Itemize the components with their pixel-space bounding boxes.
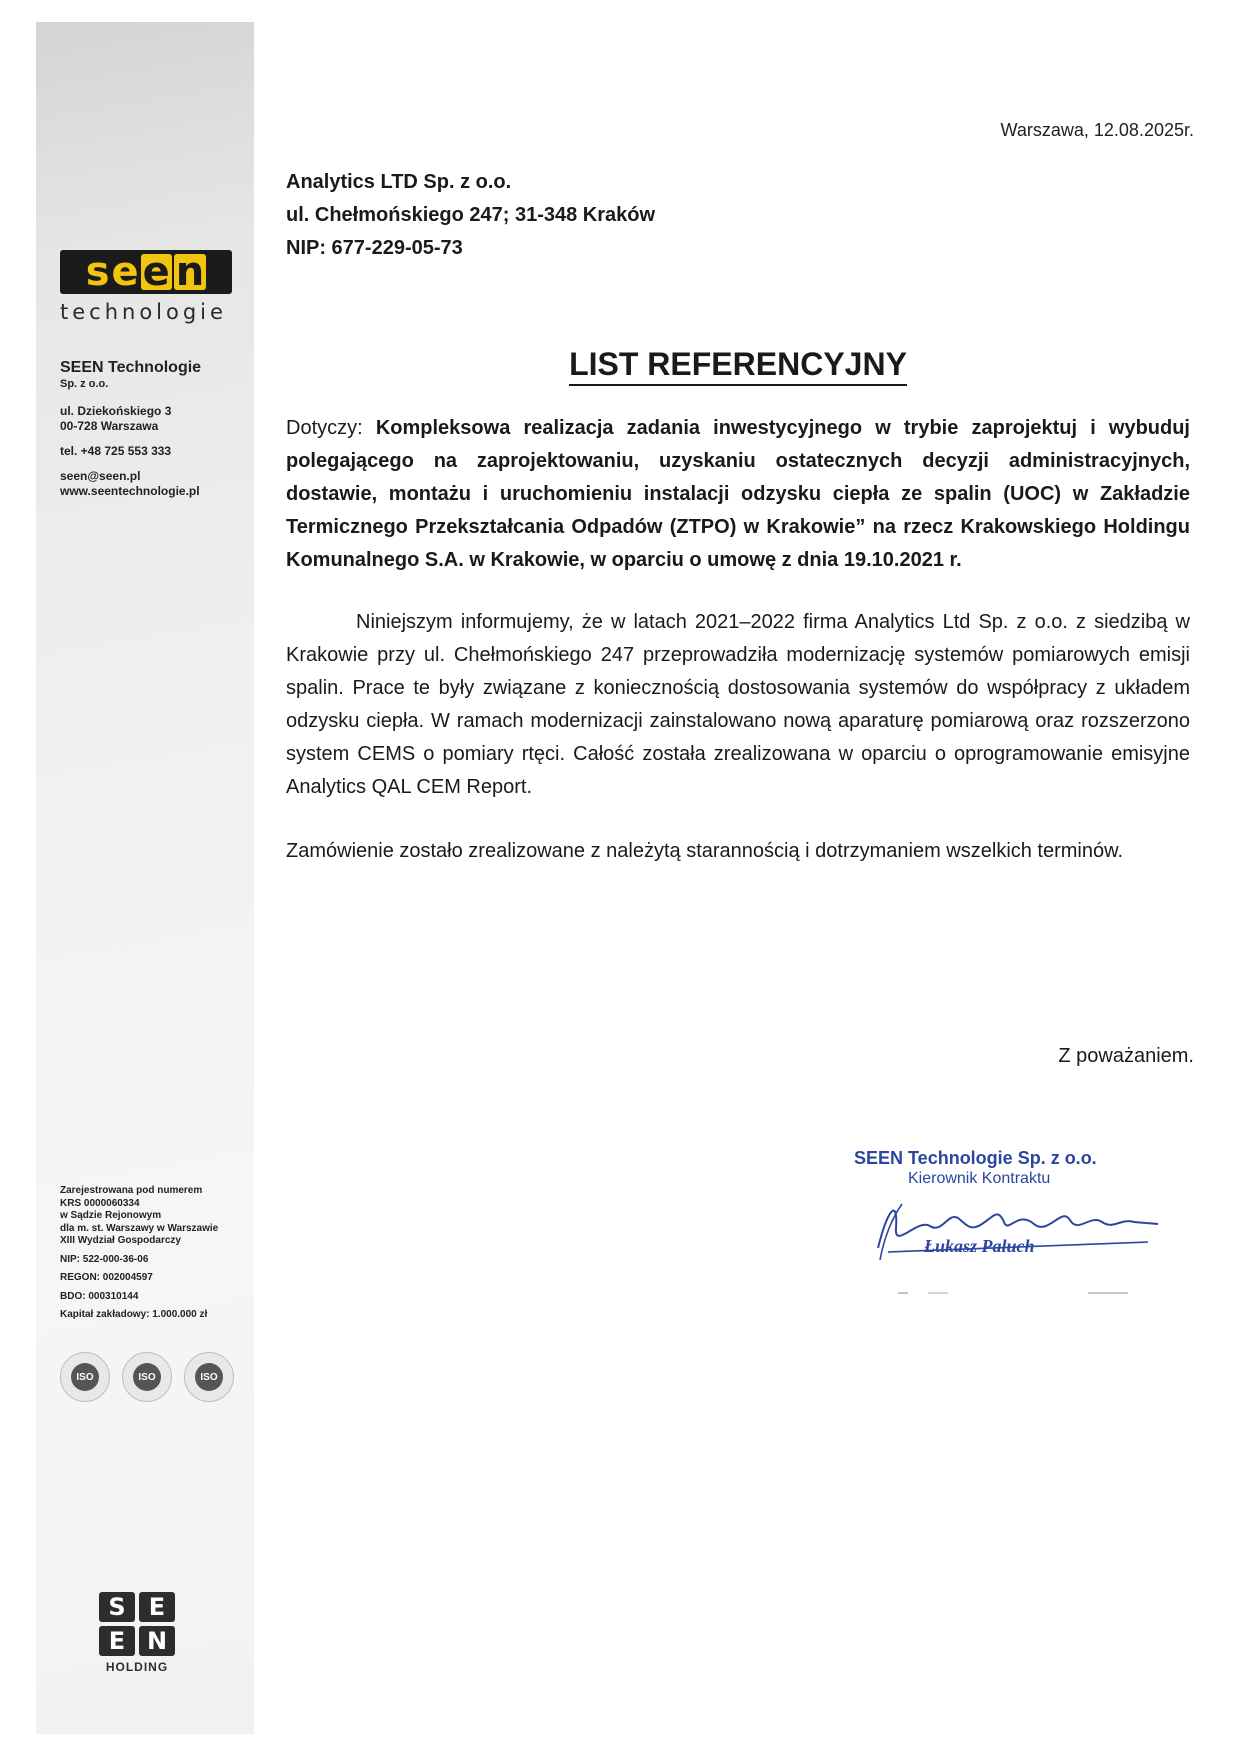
registry-line: KRS 0000060334: [60, 1197, 140, 1209]
addressee-nip: NIP: 677-229-05-73: [286, 237, 463, 259]
logo-letter-e2: e: [142, 249, 170, 295]
iso-badge-icon: ISO: [184, 1352, 234, 1402]
stamp-role: Kierownik Kontraktu: [908, 1170, 1051, 1187]
registry-line: Zarejestrowana pod numerem: [60, 1185, 203, 1196]
letter-date: Warszawa, 12.08.2025r.: [1000, 120, 1194, 140]
iso-badges: [60, 1352, 234, 1402]
registry-bdo: BDO: 000310144: [60, 1290, 139, 1302]
addressee-address: ul. Chełmońskiego 247; 31-348 Kraków: [286, 204, 656, 226]
iso-badge-icon: ISO: [60, 1352, 110, 1402]
seen-holding-logo: [97, 1592, 177, 1674]
body-paragraph-2: Zamówienie zostało zrealizowane z należytą starannością i dotrzymaniem wszelkich terminów.: [286, 840, 1124, 862]
addressee-block: [286, 166, 655, 265]
stamp-company: SEEN Technologie Sp. z o.o.: [854, 1148, 1097, 1168]
subject-text: Kompleksowa realizacja zadania inwestycyjnego w trybie zaprojektuj i wybuduj polegającego na zaprojektowaniu, uzyskaniu ostatecznych decyzji administracyjnych, dostawie, montażu i uruchomieniu instalacji odzysku ciepła ze spalin (UOC) w Zakładzie Termicznego Przekształcania Odpadów (ZTPO) w Krakowie” na rzecz Krakowskiego Holdingu Komunalnego S.A. w Krakowie, w oparciu o umowę z dnia 19.10.2021 r.: [286, 417, 1190, 571]
iso-badge-icon: ISO: [122, 1352, 172, 1402]
document-title: LIST REFERENCYJNY: [286, 346, 1190, 383]
registry-info: [60, 1185, 250, 1322]
holding-letter: S: [99, 1592, 135, 1622]
closing-phrase: Z poważaniem.: [1058, 1045, 1194, 1067]
sender-company-name: SEEN Technologie: [60, 359, 202, 376]
registry-regon: REGON: 002004597: [60, 1272, 153, 1283]
registry-capital: Kapitał zakładowy: 1.000.000 zł: [60, 1309, 208, 1320]
holding-letter: N: [139, 1626, 175, 1656]
addressee-name: Analytics LTD Sp. z o.o.: [286, 171, 512, 193]
holding-letter: E: [139, 1592, 175, 1622]
holding-letter: E: [99, 1626, 135, 1656]
sender-email[interactable]: seen@seen.pl: [60, 469, 141, 483]
sender-street: ul. Dziekońskiego 3: [60, 404, 172, 418]
registry-line: dla m. st. Warszawy w Warszawie: [60, 1222, 219, 1234]
signature-stamp: [838, 1148, 1198, 1308]
logo-letter-e1: e: [111, 249, 139, 295]
sender-website[interactable]: www.seentechnologie.pl: [60, 484, 200, 498]
sender-company-info: [60, 358, 250, 499]
subject-block: [286, 412, 1190, 577]
sender-city: 00-728 Warszawa: [60, 419, 159, 433]
signature-line: [838, 1288, 1138, 1298]
stamp-name: Łukasz Paluch: [924, 1236, 1035, 1256]
registry-line: XIII Wydział Gospodarczy: [60, 1235, 181, 1246]
logo-letter-s: s: [85, 249, 110, 295]
registry-nip: NIP: 522-000-36-06: [60, 1253, 149, 1265]
holding-label: HOLDING: [105, 1660, 169, 1674]
body-paragraph-1: Niniejszym informujemy, że w latach 2021–2022 firma Analytics Ltd Sp. z o.o. z siedzibą w Krakowie przy ul. Chełmońskiego 247 przeprowadziła modernizację systemów pomiarowych emisji spalin. Prace te były związane z koniecznością dostosowania systemów do współpracy z układem odzysku ciepła. W ramach modernizacji zainstalowano nową aparaturę pomiarową oraz rozszerzono system CEMS o pomiary rtęci. Całość została zrealizowana w oparciu o oprogramowanie emisyjne Analytics QAL CEM Report.: [286, 611, 1190, 798]
sender-phone: tel. +48 725 553 333: [60, 444, 172, 458]
subject-label: Dotyczy:: [286, 417, 363, 439]
seen-logo: [60, 250, 236, 324]
sender-company-form: Sp. z o.o.: [60, 378, 109, 390]
logo-letter-n: n: [175, 249, 205, 295]
registry-line: w Sądzie Rejonowym: [60, 1210, 162, 1221]
logo-wordmark: [60, 250, 232, 294]
logo-subtitle: technologie: [60, 300, 227, 324]
